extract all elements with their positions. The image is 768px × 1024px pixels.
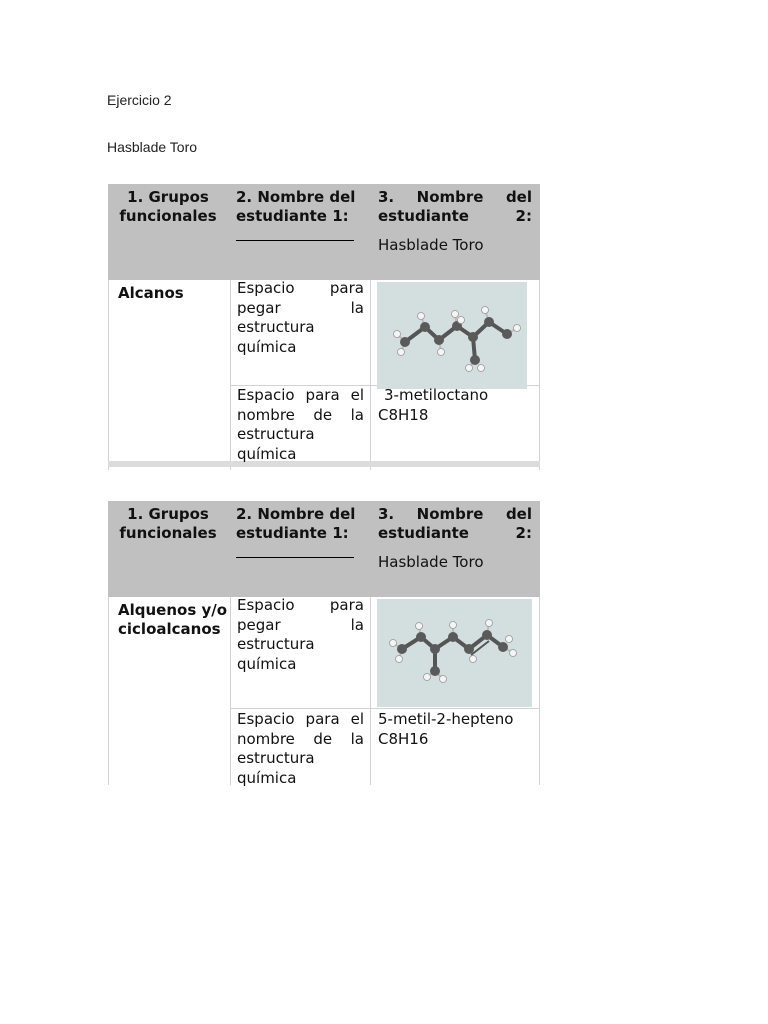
header-student-1 [236, 188, 364, 241]
table-body [108, 280, 540, 470]
compound-info [378, 386, 488, 425]
ball-and-stick-molecule-icon [377, 282, 527, 389]
header-groups: 1. Grupos funcionales [119, 505, 217, 542]
document-author: Hasblade Toro [107, 139, 198, 155]
header-student-1-label: 2. Nombre del estudiante 1: [236, 505, 356, 542]
structure-placeholder: Espacio para pegar la estructura química [237, 279, 364, 356]
structure-placeholder: Espacio para pegar la estructura química [237, 596, 364, 673]
header-groups: 1. Grupos funcionales [119, 188, 217, 225]
compound-formula: C8H18 [378, 405, 429, 424]
header-student-1-label: 2. Nombre del estudiante 1: [236, 188, 356, 225]
header-student-1 [236, 505, 364, 558]
group-label: Alcanos [118, 284, 184, 302]
group-label: Alquenos y/o cicloalcanos [118, 601, 228, 638]
compound-info [378, 710, 513, 749]
student-2-name: Hasblade Toro [378, 236, 484, 254]
ball-and-stick-molecule-icon [377, 599, 532, 707]
table-body [108, 597, 540, 785]
document-heading: Ejercicio 2 [107, 92, 172, 108]
student-2-name: Hasblade Toro [378, 553, 484, 571]
student-1-blank-line [236, 226, 354, 241]
name-placeholder: Espacio para el nombre de la estructura química [237, 710, 364, 787]
header-student-2 [378, 188, 532, 255]
header-student-2-label: 3. Nombre del estudiante 2: [378, 188, 532, 225]
table-header [108, 501, 540, 597]
functional-groups-table-alkanes [108, 184, 540, 470]
compound-name: 3-metiloctano [384, 386, 489, 404]
header-student-2 [378, 505, 532, 572]
molecule-image [377, 599, 532, 707]
table-header [108, 184, 540, 280]
functional-groups-table-alkenes [108, 501, 540, 785]
header-student-2-label: 3. Nombre del estudiante 2: [378, 505, 532, 542]
compound-formula: C8H16 [378, 729, 429, 748]
name-placeholder: Espacio para el nombre de la estructura química [237, 386, 364, 463]
student-1-blank-line [236, 543, 354, 558]
compound-name: 5-metil-2-hepteno [378, 710, 514, 728]
molecule-image [377, 282, 527, 389]
